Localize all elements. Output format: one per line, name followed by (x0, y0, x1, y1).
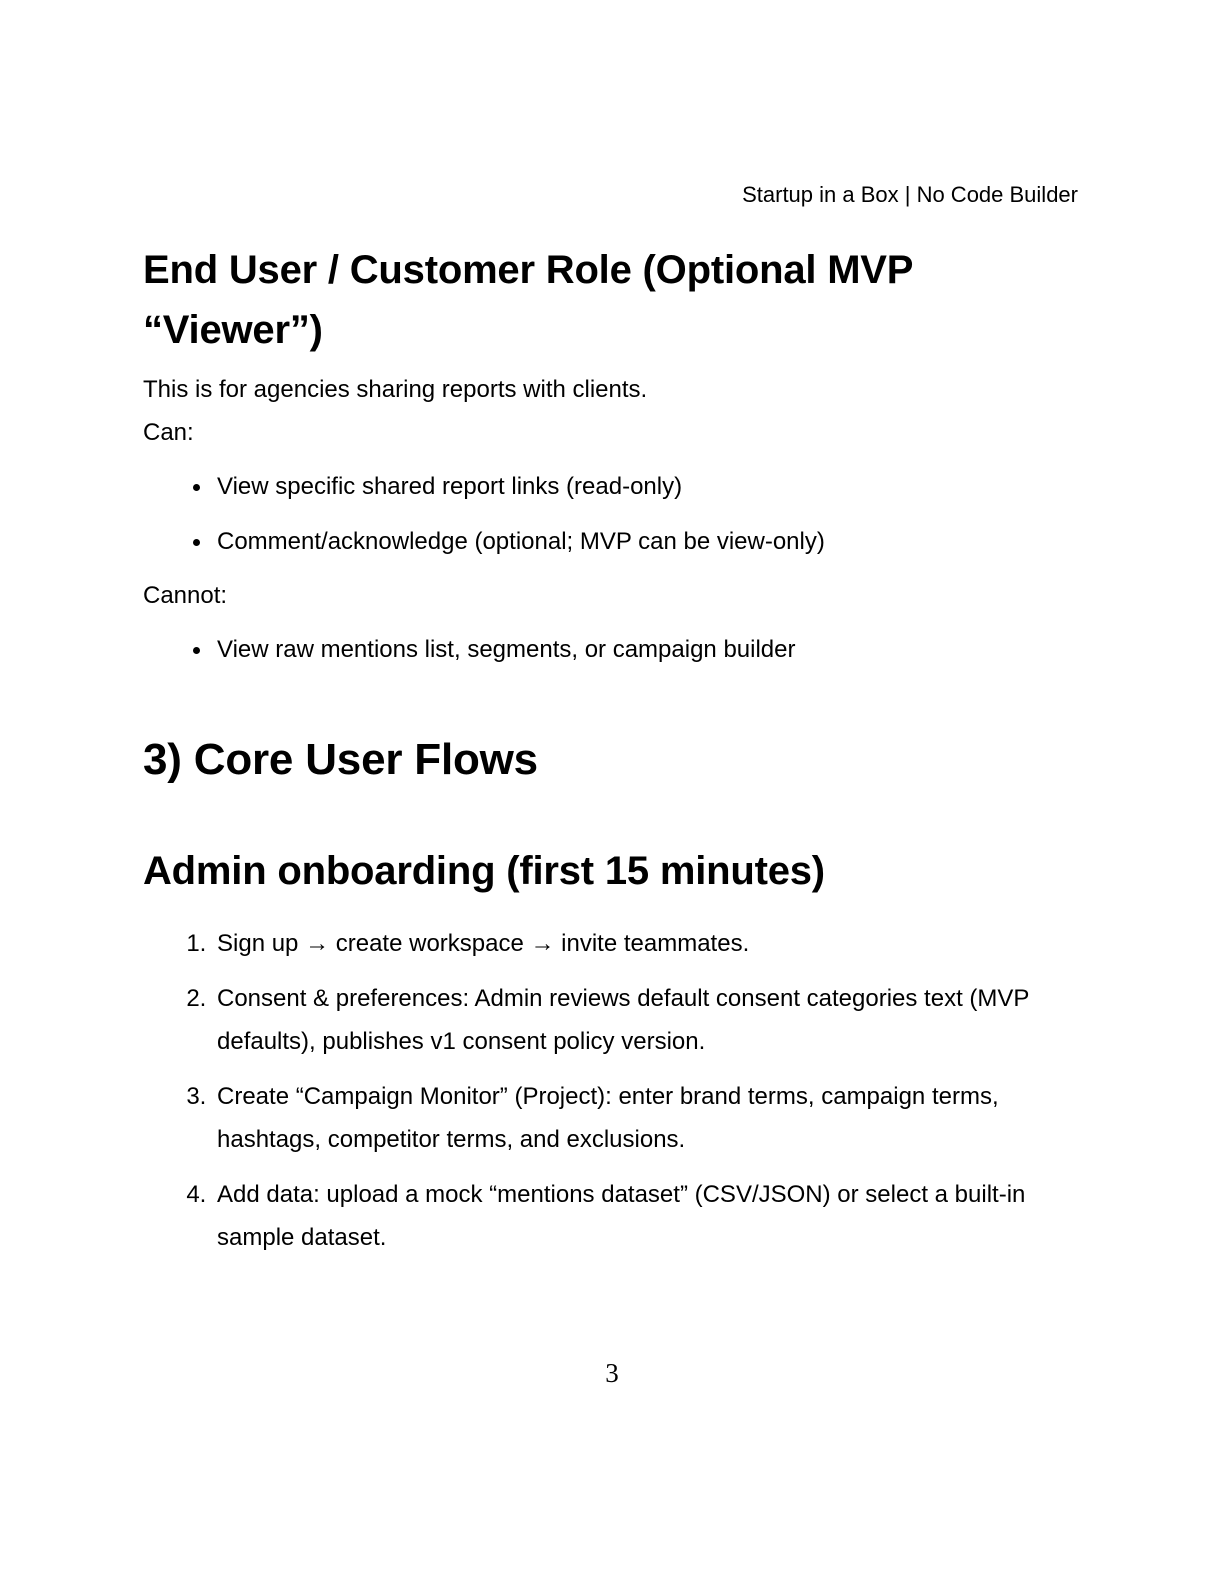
section-heading-end-user-role: End User / Customer Role (Optional MVP “Viewer”) (143, 248, 913, 352)
intro-paragraph (143, 368, 1078, 454)
list-item: • Comment/acknowledge (optional; MVP can be view-only) (213, 520, 1078, 563)
list-item: 3. Create “Campaign Monitor” (Project): enter brand terms, campaign terms, hashtags, competitor terms, and exclusions. (213, 1075, 1078, 1161)
cannot-label: Cannot: (143, 582, 228, 609)
list-item: • View specific shared report links (read-only) (213, 465, 1078, 508)
can-label: Can: (143, 419, 194, 446)
section-heading-core-user-flows: 3) Core User Flows (143, 735, 538, 784)
list-item: 1. Sign up → create workspace → invite teammates. (213, 922, 1078, 965)
list-item: 4. Add data: upload a mock “mentions dataset” (CSV/JSON) or select a built-in sample dataset. (213, 1173, 1078, 1259)
list-item: • View raw mentions list, segments, or campaign builder (213, 628, 1078, 671)
can-bullet-list (143, 465, 1078, 563)
section-heading-admin-onboarding: Admin onboarding (first 15 minutes) (143, 849, 825, 893)
document-header: Startup in a Box | No Code Builder (742, 182, 1078, 207)
intro-line: This is for agencies sharing reports with clients. (143, 376, 648, 403)
list-item: 2. Consent & preferences: Admin reviews default consent categories text (MVP defaults), publishes v1 consent policy version. (213, 977, 1078, 1063)
document-body (143, 240, 1078, 1259)
page-number: 3 (605, 1358, 619, 1388)
onboarding-steps-list (143, 922, 1078, 1259)
cannot-bullet-list (143, 628, 1078, 671)
